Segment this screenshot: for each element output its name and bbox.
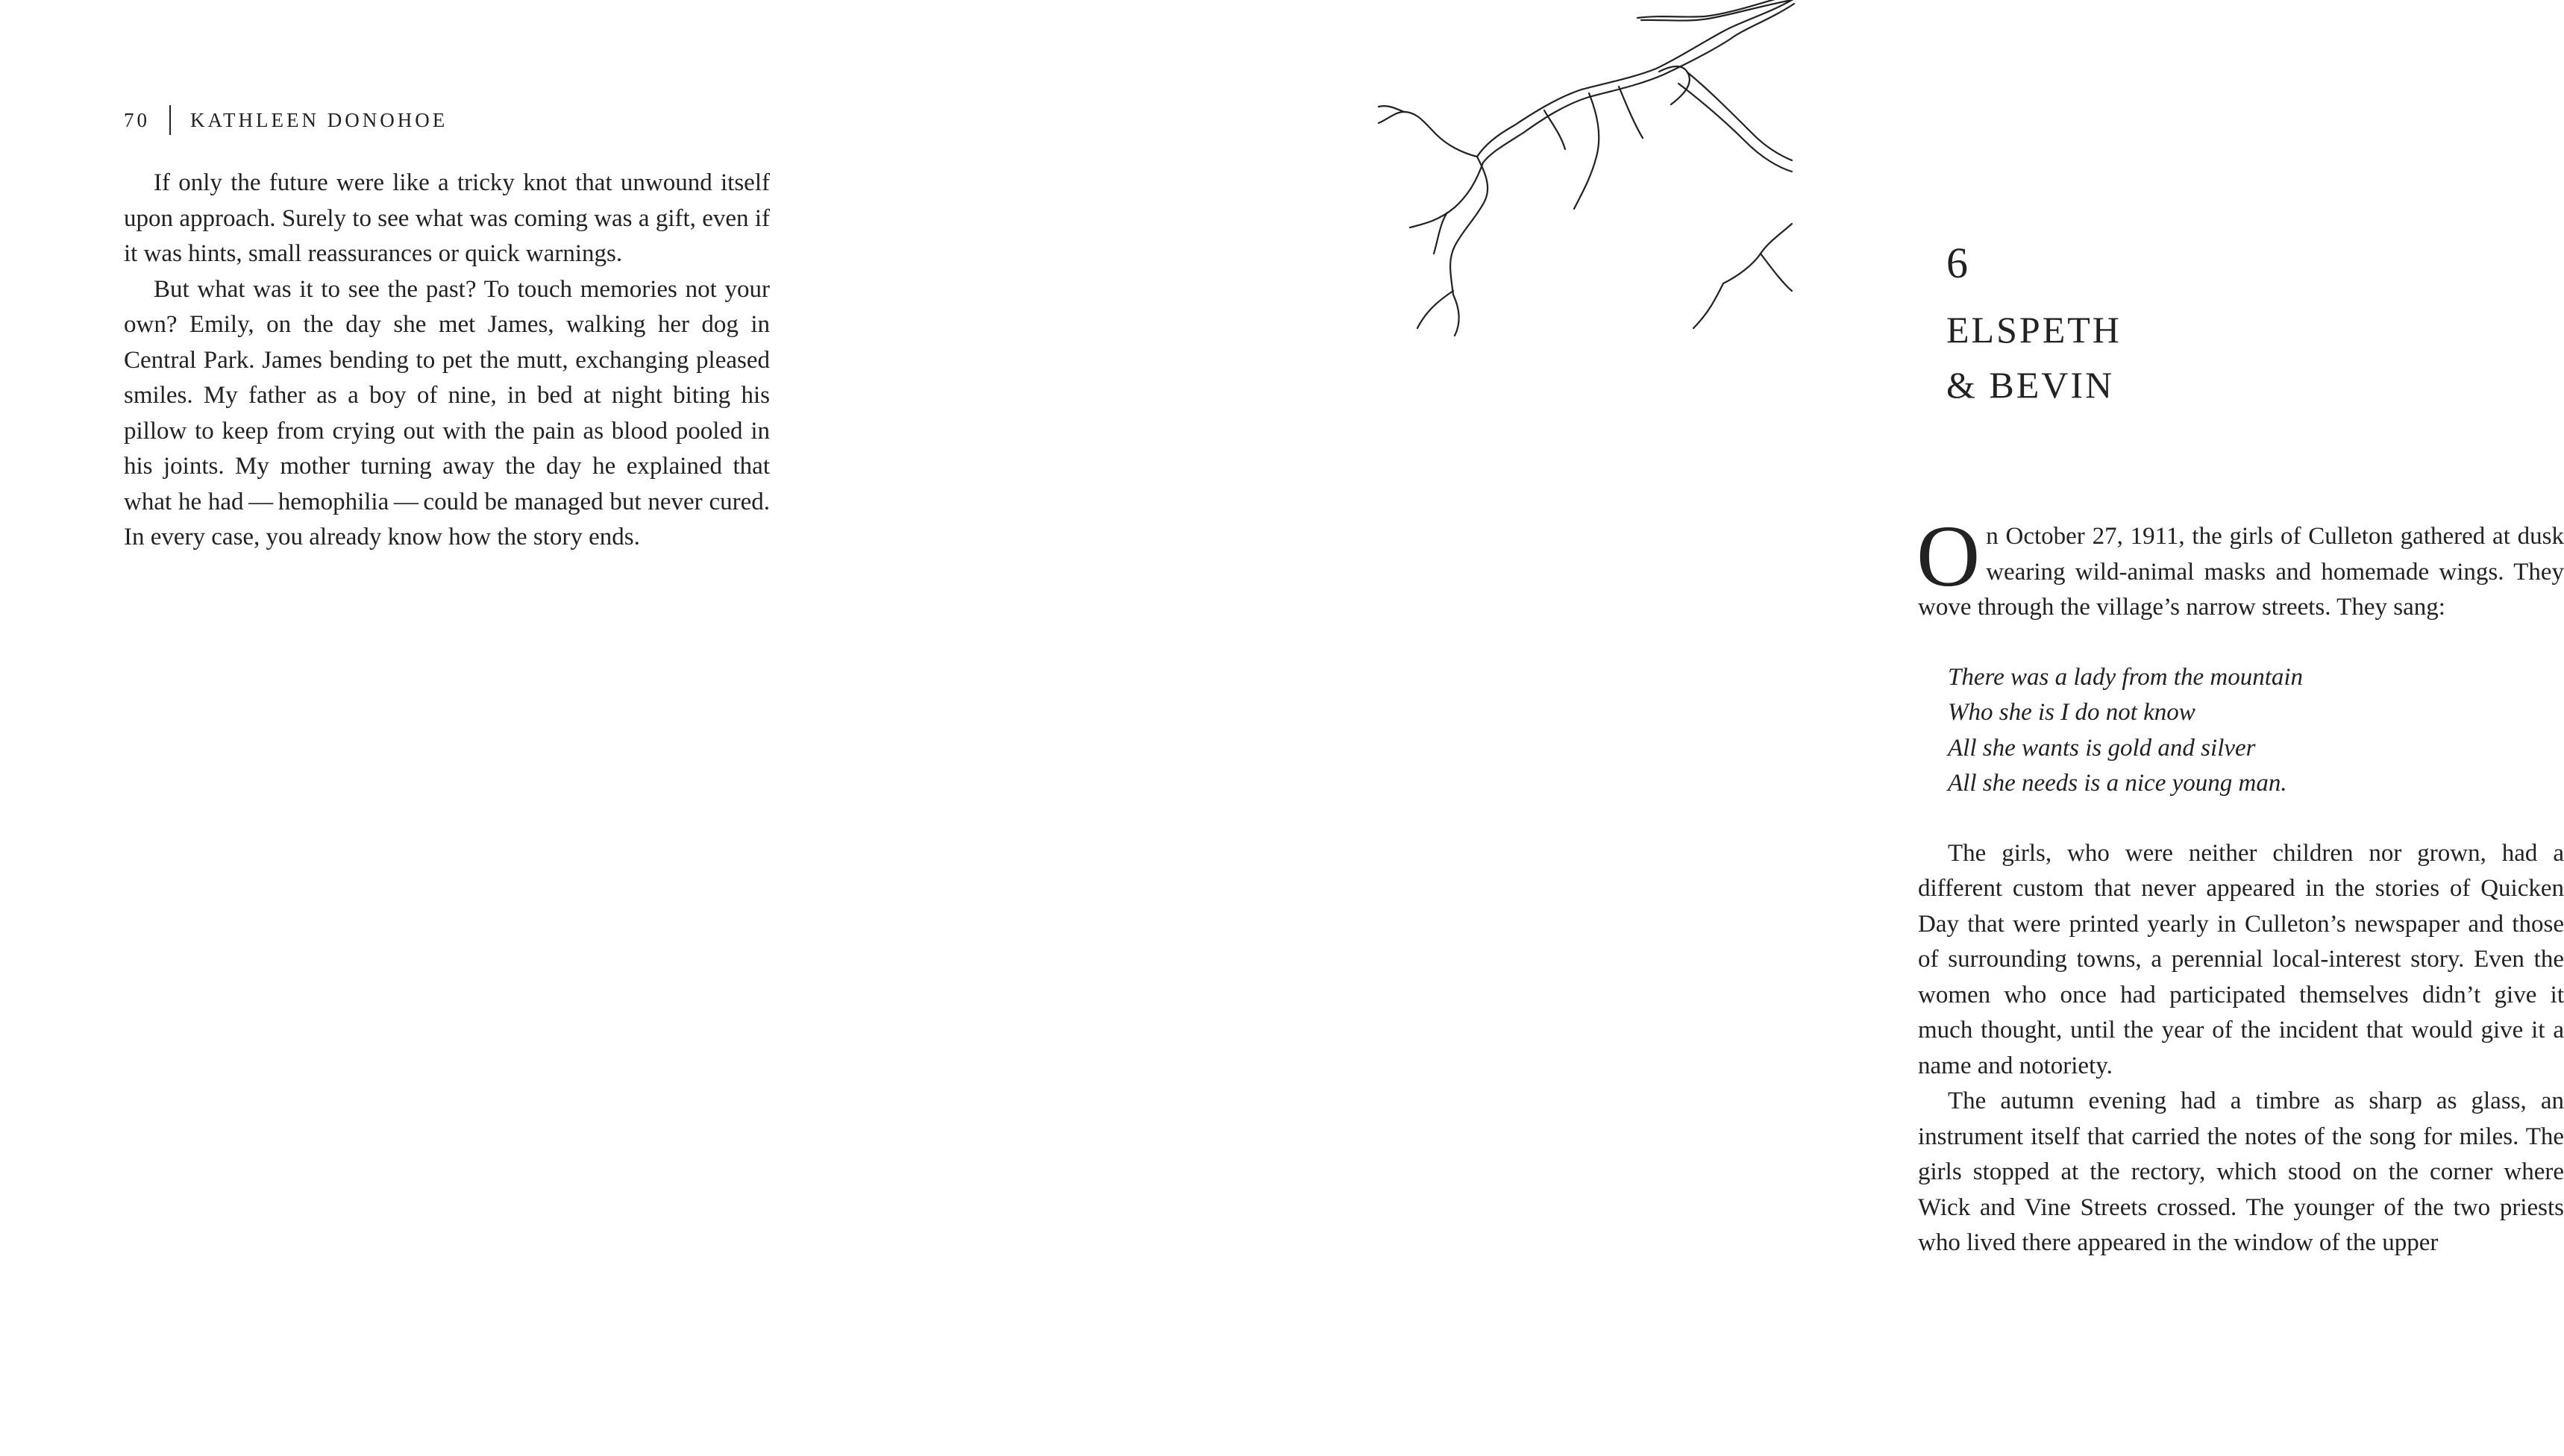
branch-illustration — [1365, 0, 1792, 351]
song-line: All she needs is a nice young man. — [1948, 770, 2287, 797]
running-head-divider — [169, 105, 171, 135]
paragraph: If only the future were like a tricky knot that unwound itself upon approach. Surely to see what was coming was a gift, even if it was hints, small reassurances or quick warnings. — [124, 169, 770, 267]
chapter-title — [1946, 302, 2122, 412]
song-verse — [1948, 660, 2564, 802]
song-line: All she wants is gold and silver — [1948, 734, 2256, 762]
opening-paragraph — [1916, 507, 2564, 626]
paragraph: The autumn evening had a timbre as sharp as glass, an instrument itself that carried the notes of the song for miles. The girls stopped at the rectory, which stood on the corner where Wick and Vine Streets crossed. The younger of the two priests who lived there appeared in the window of the upper — [1918, 1088, 2564, 1256]
chapter-number: 6 — [1946, 239, 1968, 287]
left-body-text — [124, 166, 770, 556]
running-head — [124, 105, 448, 135]
song-line: There was a lady from the mountain — [1948, 663, 2304, 691]
left-page — [0, 0, 896, 1456]
paragraph: But what was it to see the past? To touch memories not your own? Emily, on the day she met James, walking her dog in Central Park. James bending to pet the mutt, exchanging pleased smiles. My father as a boy of nine, in bed at night biting his pillow to keep from crying out with the pain as blood pooled in his joints. My mother turning away the day he explained that what he had — hemophilia — could be managed but never cured. In every case, you already know how the story ends. — [124, 275, 770, 550]
song-line: Who she is I do not know — [1948, 699, 2195, 726]
paragraph: The girls, who were neither children nor grown, had a different custom that never appeared in the stories of Quicken Day that were printed yearly in Culleton’s newspaper and those of surrounding towns, a perennial local-interest story. Even the women who once had participated themselves didn’t give it much thought, until the year of the incident that would give it a name and notoriety. — [1918, 839, 2564, 1079]
right-body-text — [1916, 507, 2564, 1261]
opening-text: n October 27, 1911, the girls of Culleton gathered at dusk wearing wild-animal masks and homemade wings. They wove through the village’s narrow streets. They sang: — [1918, 523, 2564, 621]
chapter-title-line: ELSPETH — [1946, 309, 2122, 351]
drop-cap: O — [1916, 507, 1981, 605]
page-number: 70 — [124, 108, 150, 131]
author-name: KATHLEEN DONOHOE — [190, 108, 448, 131]
chapter-title-line: & BEVIN — [1946, 364, 2115, 406]
